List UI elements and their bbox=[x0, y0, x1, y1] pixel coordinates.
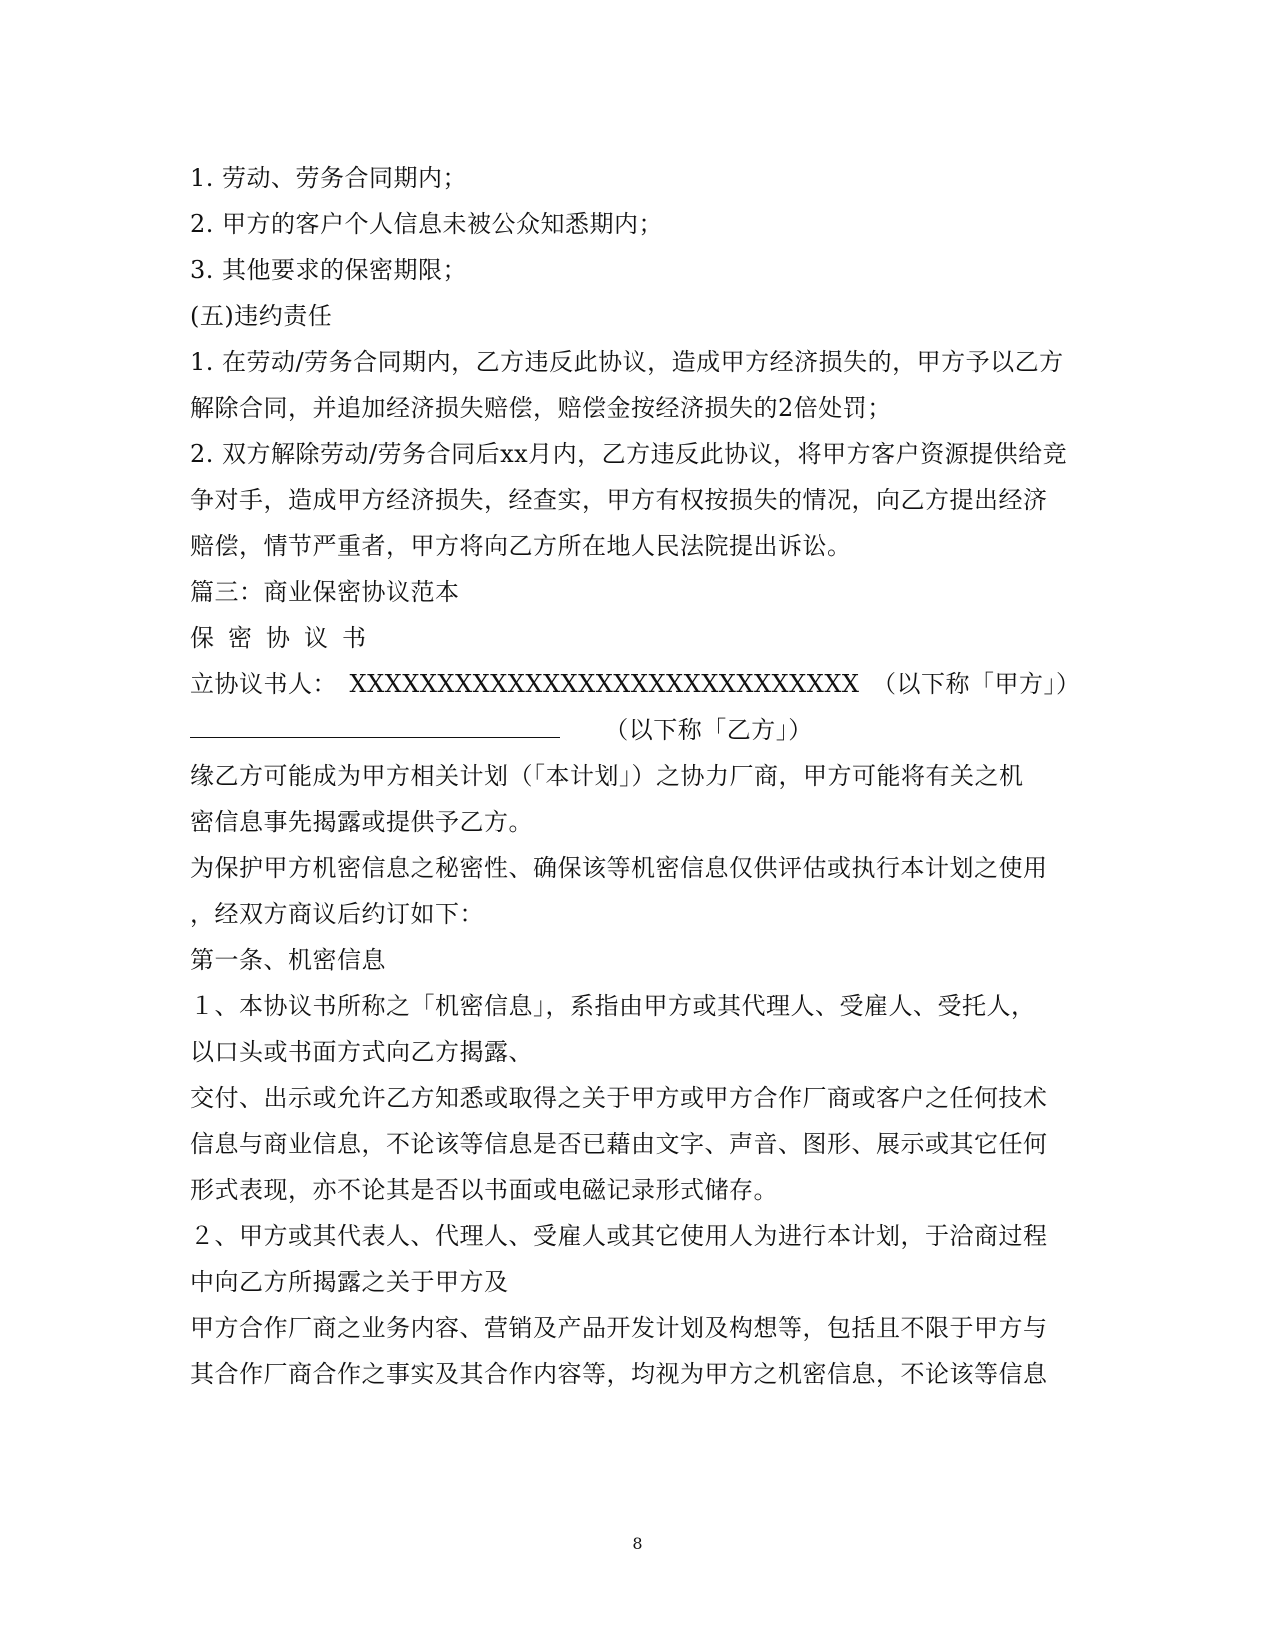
text-line: 2. 双方解除劳动/劳务合同后xx月内，乙方违反此协议，将甲方客户资源提供给竞 bbox=[190, 440, 1068, 468]
party-b-label: （以下称「乙方」） bbox=[604, 716, 813, 744]
party-b-signature-field bbox=[190, 719, 560, 738]
article-heading: 第一条、机密信息 bbox=[190, 946, 386, 974]
party-a-line: 立协议书人： XXXXXXXXXXXXXXXXXXXXXXXXXXXXX （以下称「甲方」） bbox=[190, 670, 1081, 698]
text-line: 2. 甲方的客户个人信息未被公众知悉期内； bbox=[190, 210, 664, 238]
text-line: 为保护甲方机密信息之秘密性、确保该等机密信息仅供评估或执行本计划之使用 bbox=[190, 854, 1048, 882]
text-line: 密信息事先揭露或提供予乙方。 bbox=[190, 808, 533, 836]
agreement-title: 保密协议书 bbox=[190, 624, 380, 652]
text-line: 3. 其他要求的保密期限； bbox=[190, 256, 468, 284]
text-line: 信息与商业信息，不论该等信息是否已藉由文字、声音、图形、展示或其它任何 bbox=[190, 1130, 1048, 1158]
text-line: 争对手，造成甲方经济损失，经查实，甲方有权按损失的情况，向乙方提出经济 bbox=[190, 486, 1048, 514]
text-line: 赔偿，情节严重者，甲方将向乙方所在地人民法院提出诉讼。 bbox=[190, 532, 852, 560]
text-line: 中向乙方所揭露之关于甲方及 bbox=[190, 1268, 509, 1296]
text-line: 其合作厂商合作之事实及其合作内容等，均视为甲方之机密信息，不论该等信息 bbox=[190, 1360, 1048, 1388]
text-line: 1. 在劳动/劳务合同期内，乙方违反此协议，造成甲方经济损失的，甲方予以乙方 bbox=[190, 348, 1064, 376]
page-number: 8 bbox=[632, 1534, 643, 1553]
text-line: １、本协议书所称之「机密信息」，系指由甲方或其代理人、受雇人、受托人， bbox=[190, 992, 1036, 1020]
text-line: ，经双方商议后约订如下： bbox=[190, 900, 484, 928]
text-line: ２、甲方或其代表人、代理人、受雇人或其它使用人为进行本计划，于洽商过程 bbox=[190, 1222, 1048, 1250]
text-line: 甲方合作厂商之业务内容、营销及产品开发计划及构想等，包括且不限于甲方与 bbox=[190, 1314, 1048, 1342]
text-line: 1. 劳动、劳务合同期内； bbox=[190, 164, 468, 192]
text-line: 形式表现，亦不论其是否以书面或电磁记录形式储存。 bbox=[190, 1176, 778, 1204]
text-line: 解除合同，并追加经济损失赔偿，赔偿金按经济损失的2倍处罚； bbox=[190, 394, 892, 422]
text-line: 交付、出示或允许乙方知悉或取得之关于甲方或甲方合作厂商或客户之任何技术 bbox=[190, 1084, 1048, 1112]
party-b-line bbox=[190, 715, 1090, 745]
section-heading: 篇三：商业保密协议范本 bbox=[190, 578, 460, 606]
text-line: 缘乙方可能成为甲方相关计划（「本计划」）之协力厂商，甲方可能将有关之机 bbox=[190, 762, 1024, 790]
section-heading: (五)违约责任 bbox=[190, 302, 333, 330]
text-line: 以口头或书面方式向乙方揭露、 bbox=[190, 1038, 533, 1066]
